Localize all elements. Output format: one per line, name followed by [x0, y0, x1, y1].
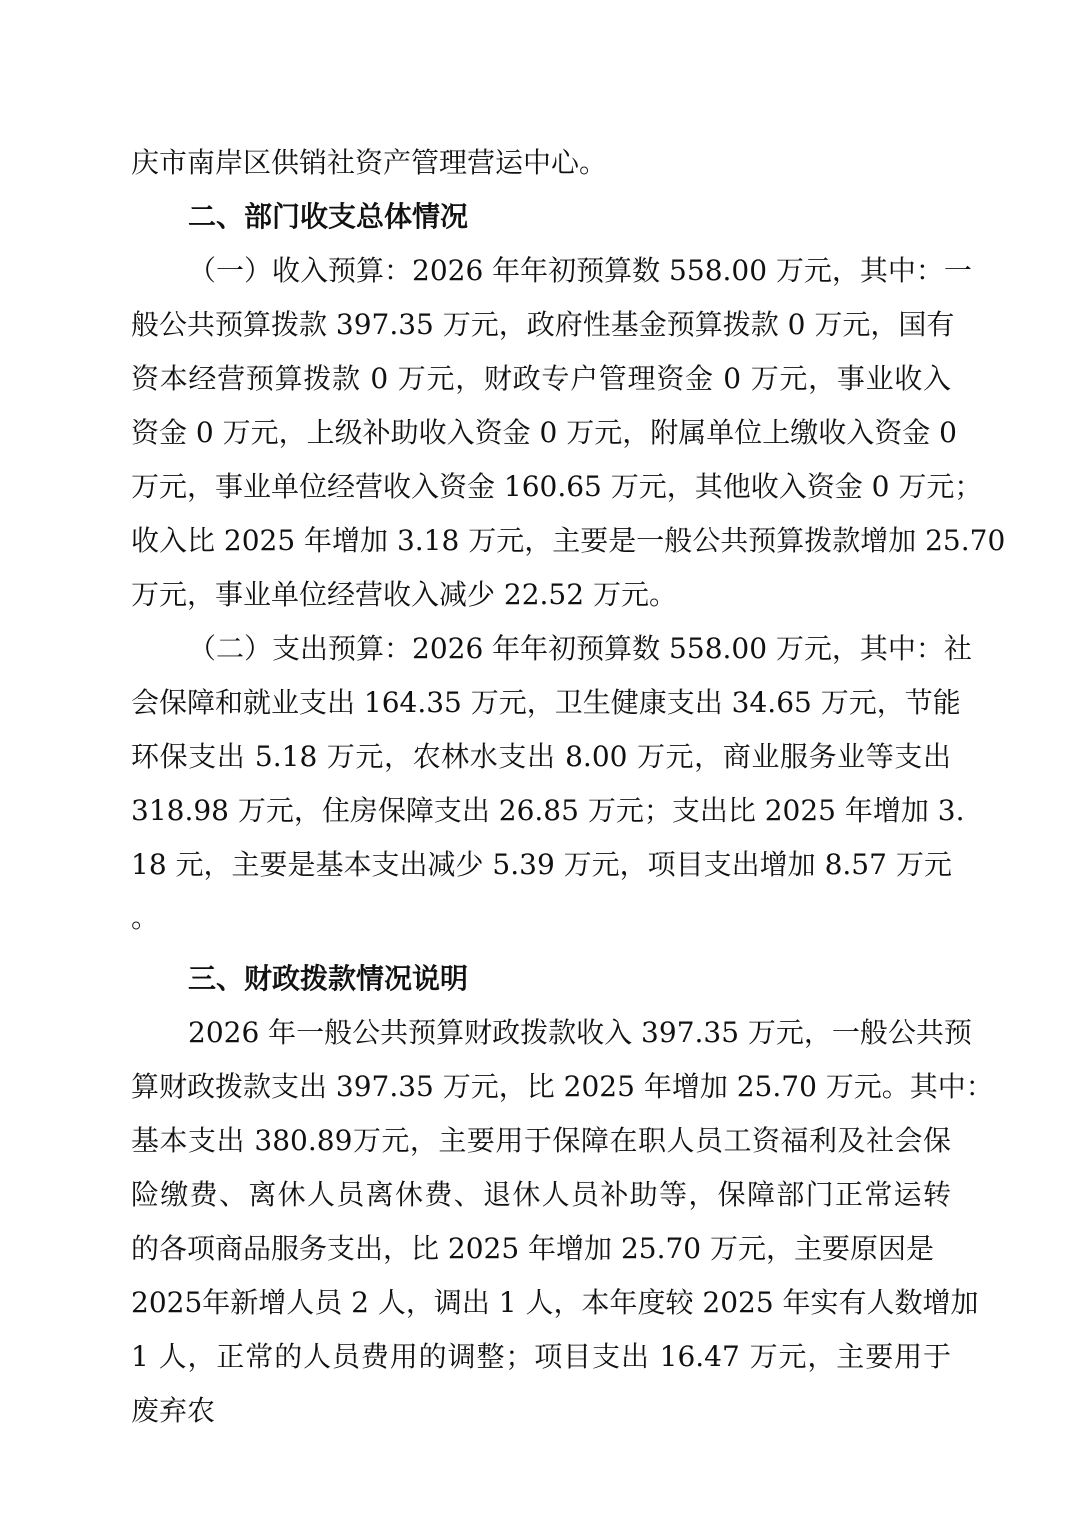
text-line: 2025年新增人员 2 人，调出 1 人，本年度较 2025 年实有人数增加 — [131, 1286, 979, 1319]
text-line: 。 — [131, 901, 160, 934]
text-line: 万元，事业单位经营收入减少 22.52 万元。 — [131, 578, 677, 611]
text-line: 环保支出 5.18 万元，农林水支出 8.00 万元，商业服务业等支出 — [131, 740, 951, 773]
text-line: 2026 年一般公共预算财政拨款收入 397.35 万元，一般公共预 — [188, 1016, 972, 1049]
section-heading: 三、财政拨款情况说明 — [188, 962, 469, 995]
text-line: 资本经营预算拨款 0 万元，财政专户管理资金 0 万元，事业收入 — [131, 362, 951, 395]
text-line: （一）收入预算：2026 年年初预算数 558.00 万元，其中：一 — [188, 254, 972, 287]
section-heading: 二、部门收支总体情况 — [188, 200, 469, 233]
text-line: 万元，事业单位经营收入资金 160.65 万元，其他收入资金 0 万元； — [131, 470, 983, 503]
text-line: 废弃农 — [131, 1394, 216, 1427]
text-line: （二）支出预算：2026 年年初预算数 558.00 万元，其中：社 — [188, 632, 972, 665]
text-line: 收入比 2025 年增加 3.18 万元，主要是一般公共预算拨款增加 25.70 — [131, 524, 1006, 557]
text-line: 会保障和就业支出 164.35 万元，卫生健康支出 34.65 万元，节能 — [131, 686, 961, 719]
text-line: 基本支出 380.89万元，主要用于保障在职人员工资福利及社会保 — [131, 1124, 951, 1157]
text-line: 险缴费、离休人员离休费、退休人员补助等，保障部门正常运转 — [131, 1178, 951, 1211]
text-line: 般公共预算拨款 397.35 万元，政府性基金预算拨款 0 万元，国有 — [131, 308, 955, 341]
text-line: 的各项商品服务支出，比 2025 年增加 25.70 万元，主要原因是 — [131, 1232, 935, 1265]
text-line: 1 人，正常的人员费用的调整；项目支出 16.47 万元，主要用于 — [131, 1340, 951, 1373]
text-line: 318.98 万元，住房保障支出 26.85 万元；支出比 2025 年增加 3. — [131, 794, 965, 827]
text-line: 庆市南岸区供销社资产管理营运中心。 — [131, 146, 608, 179]
text-line: 资金 0 万元，上级补助收入资金 0 万元，附属单位上缴收入资金 0 — [131, 416, 957, 449]
text-line: 18 元，主要是基本支出减少 5.39 万元，项目支出增加 8.57 万元 — [131, 848, 952, 881]
text-line: 算财政拨款支出 397.35 万元，比 2025 年增加 25.70 万元。其中： — [131, 1070, 994, 1103]
